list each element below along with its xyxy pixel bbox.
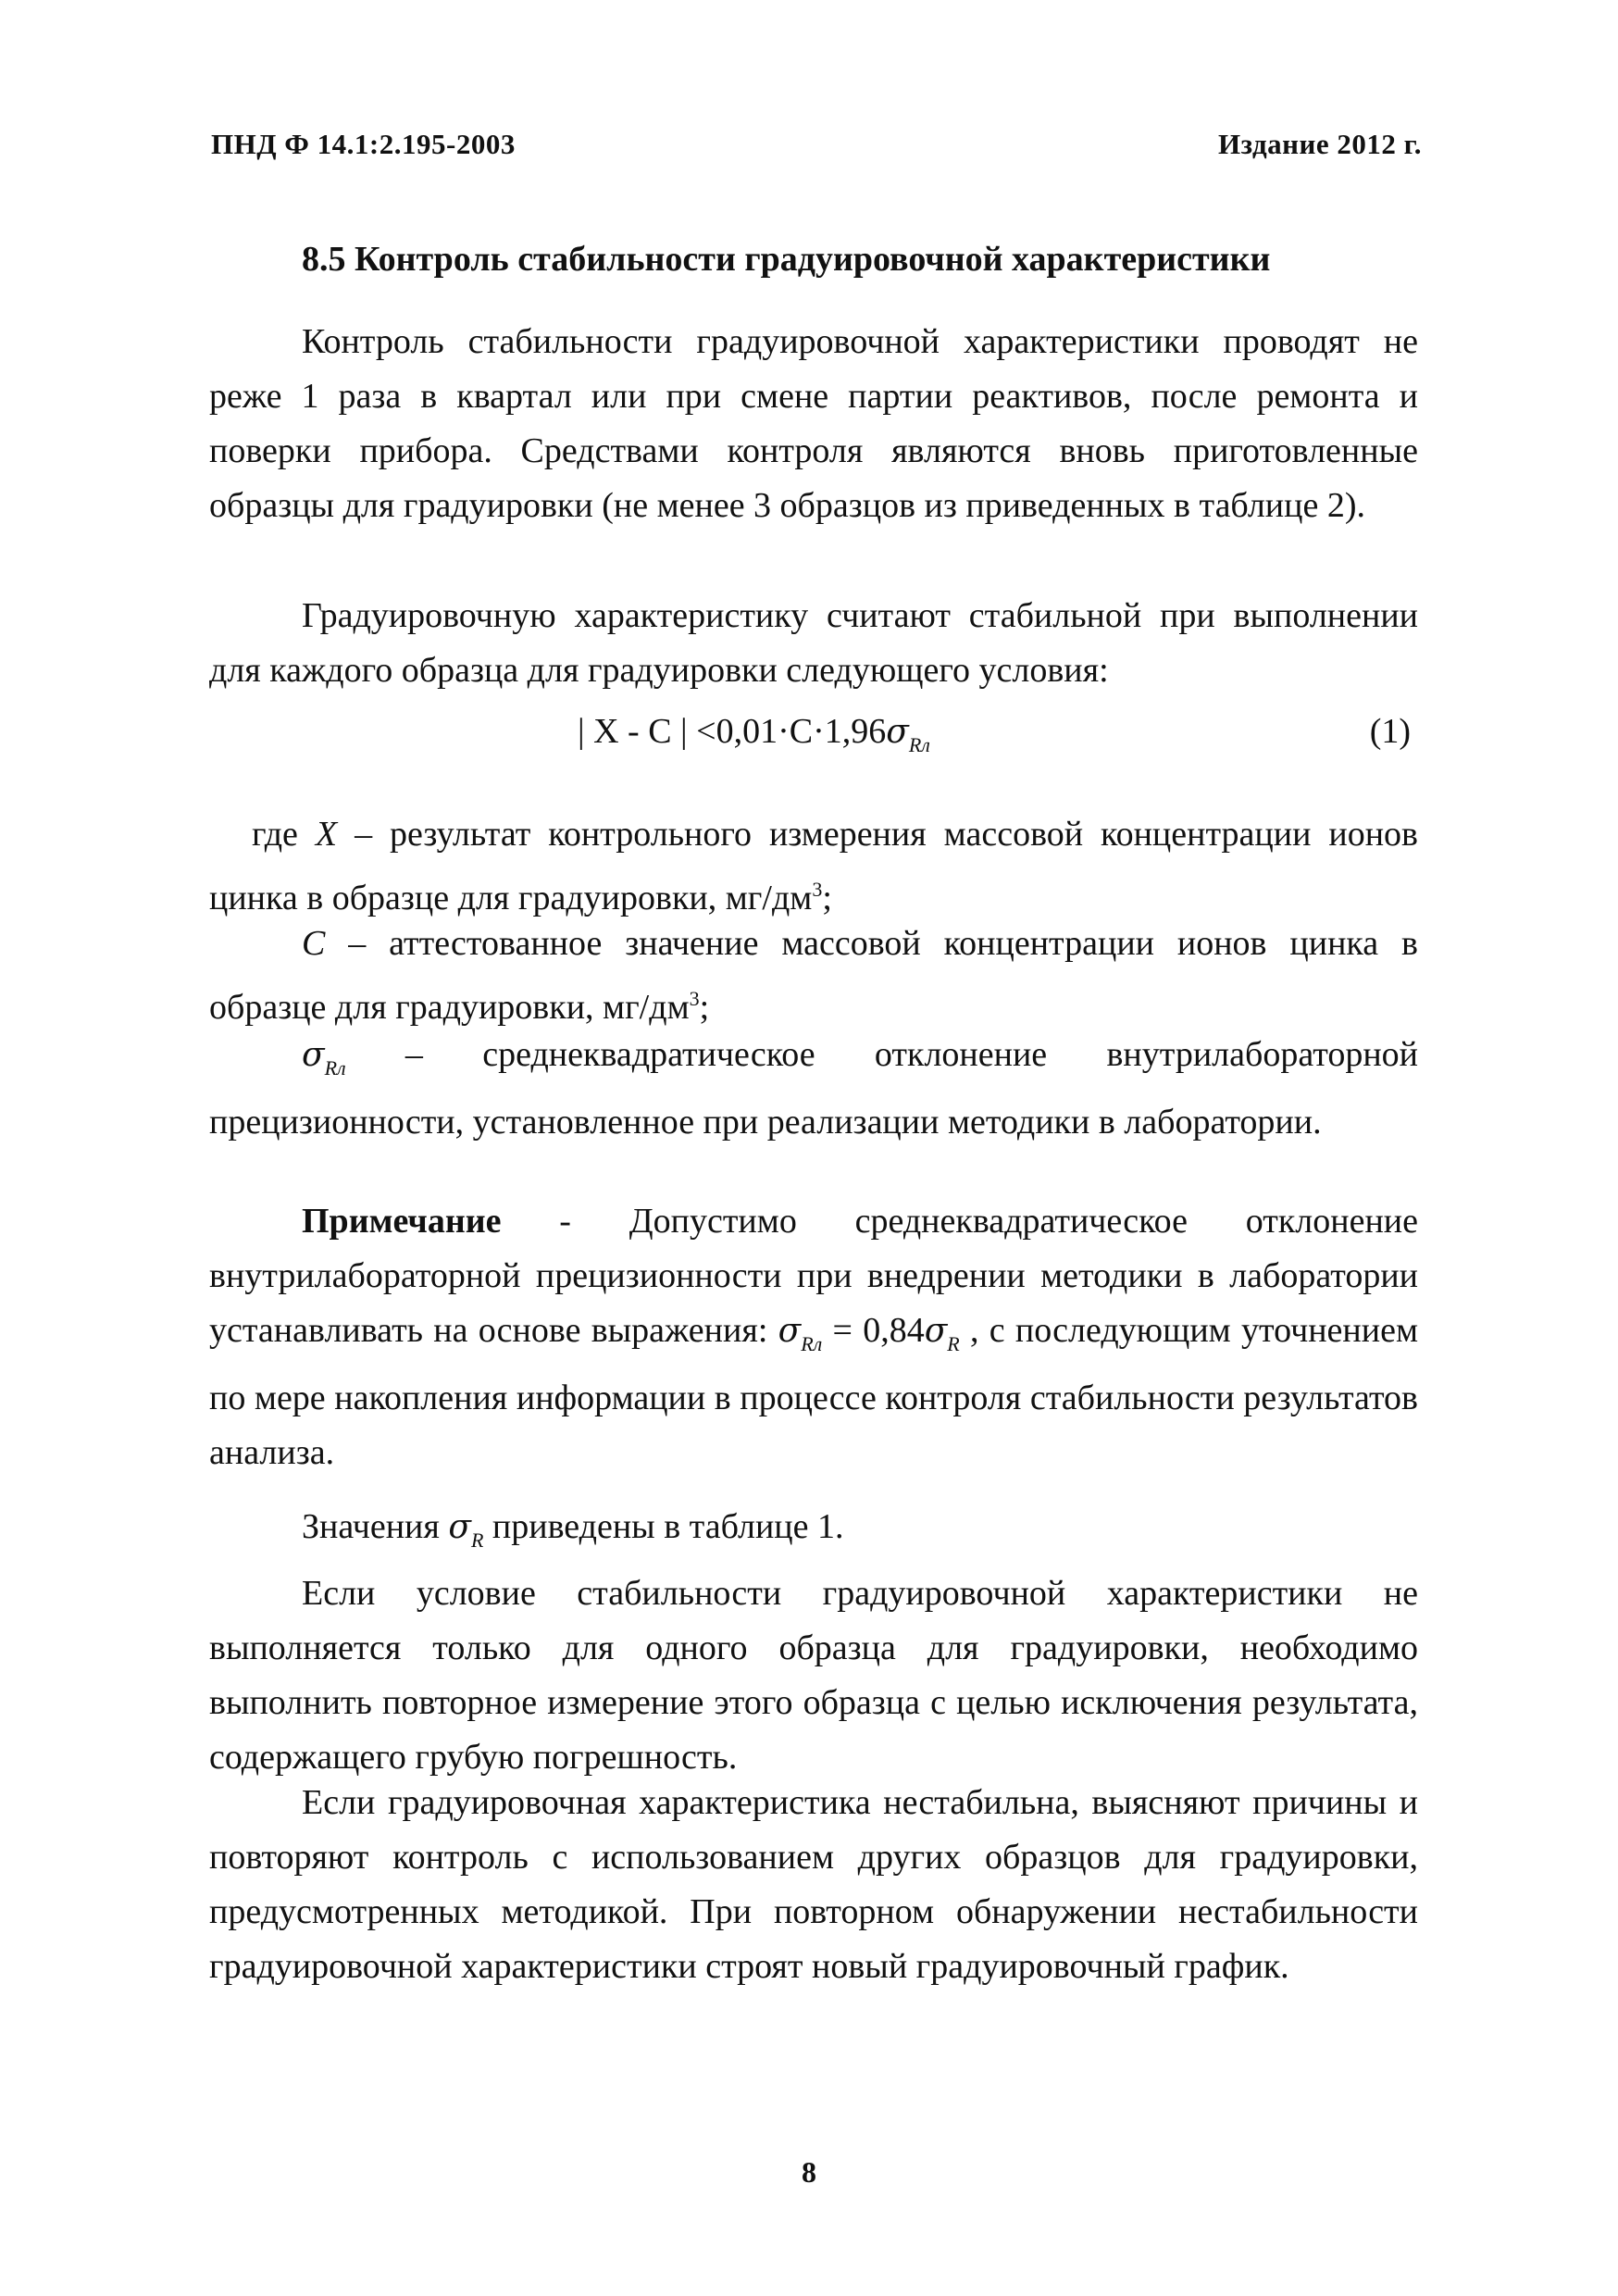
note-block	[209, 1194, 1418, 1480]
unit-end: ;	[822, 879, 832, 917]
paragraph-text: Контроль стабильности градуировочной характеристики проводят не реже 1 раза в квартал или при смене партии реактивов, после ремонта и поверки прибора. Средствами контроля являются вновь приготовленные образцы для градуировки (не менее 3 образцов из приведенных в таблице 2).	[209, 322, 1418, 525]
sigma-symbol: σ	[886, 713, 909, 751]
note-text-before: - Допустимо среднеквадратическое отклонение внутрилабораторной прецизионности при внедрении методики в лаборатории устанавливать на основе выражения:	[209, 1202, 1418, 1350]
definition-x	[209, 807, 1418, 926]
unit-power: 3	[689, 987, 700, 1010]
values-suffix: приведены в таблице 1.	[483, 1507, 844, 1546]
sigma-subscript: Rл	[324, 1056, 346, 1079]
sigma-subscript: Rл	[801, 1332, 823, 1355]
sigma-symbol: σ	[302, 1036, 325, 1074]
paragraph-text: Градуировочную характеристику считают стабильной при выполнении для каждого образца для градуировки следующего условия:	[209, 596, 1418, 690]
sigma-symbol: σ	[778, 1312, 802, 1350]
unit-end: ;	[699, 988, 710, 1027]
definition-prefix: где	[252, 815, 316, 854]
sigma-subscript: R	[470, 1529, 484, 1552]
symbol-c: C	[302, 924, 326, 963]
sigma-subscript: R	[947, 1332, 960, 1355]
sigma-symbol: σ	[448, 1508, 471, 1546]
symbol-x: X	[315, 815, 338, 854]
formula-row	[209, 711, 1418, 767]
definition-c	[209, 917, 1418, 1035]
unit-power: 3	[812, 878, 823, 901]
page-number: 8	[802, 2155, 816, 2189]
values-reference	[209, 1500, 1418, 1567]
paragraph-stability-condition	[209, 589, 1418, 698]
edition-label: Издание 2012 г.	[1217, 128, 1422, 160]
sigma-symbol: σ	[924, 1312, 948, 1350]
note-text-after: , с последующим уточнением по мере накопления информации в процессе контроля стабильности результатов анализа.	[209, 1311, 1418, 1472]
definition-sigma	[209, 1028, 1418, 1150]
paragraph-text: Если градуировочная характеристика нестабильна, выясняют причины и повторяют контроль с использованием других образцов для градуировки, предусмотренных методикой. При повторном обнаружении нестабильности градуировочной характеристики строят новый градуировочный график.	[209, 1783, 1418, 1986]
values-prefix: Значения	[302, 1507, 449, 1546]
definition-x-text: – результат контрольного измерения массовой концентрации ионов цинка в образце для градуировки, мг/дм	[209, 815, 1418, 917]
paragraph-single-failure	[209, 1566, 1418, 1785]
note-equation	[778, 1311, 960, 1355]
paragraph-control-frequency	[209, 315, 1418, 533]
note-label: Примечание	[302, 1202, 502, 1241]
formula-text: | X - C | <0,01·C·1,96	[578, 712, 887, 751]
formula-number: (1)	[1369, 712, 1411, 751]
stability-formula	[578, 711, 930, 757]
section-heading: 8.5 Контроль стабильности градуировочной характеристики	[302, 240, 1271, 279]
paragraph-unstable	[209, 1776, 1418, 1994]
definition-c-text: – аттестованное значение массовой концентрации ионов цинка в образце для градуировки, мг/дм	[209, 924, 1418, 1027]
paragraph-text: Если условие стабильности градуировочной характеристики не выполняется только для одного образца для градуировки, необходимо выполнить повторное измерение этого образца с целью исключения результата, содержащего грубую погрешность.	[209, 1574, 1418, 1777]
sigma-subscript: Rл	[908, 733, 930, 756]
document-code: ПНД Ф 14.1:2.195-2003	[211, 128, 516, 160]
equation-middle: = 0,84	[822, 1311, 925, 1350]
definition-sigma-text: – среднеквадратическое отклонение внутрилабораторной прецизионности, установленное при реализации методики в лаборатории.	[209, 1035, 1418, 1142]
